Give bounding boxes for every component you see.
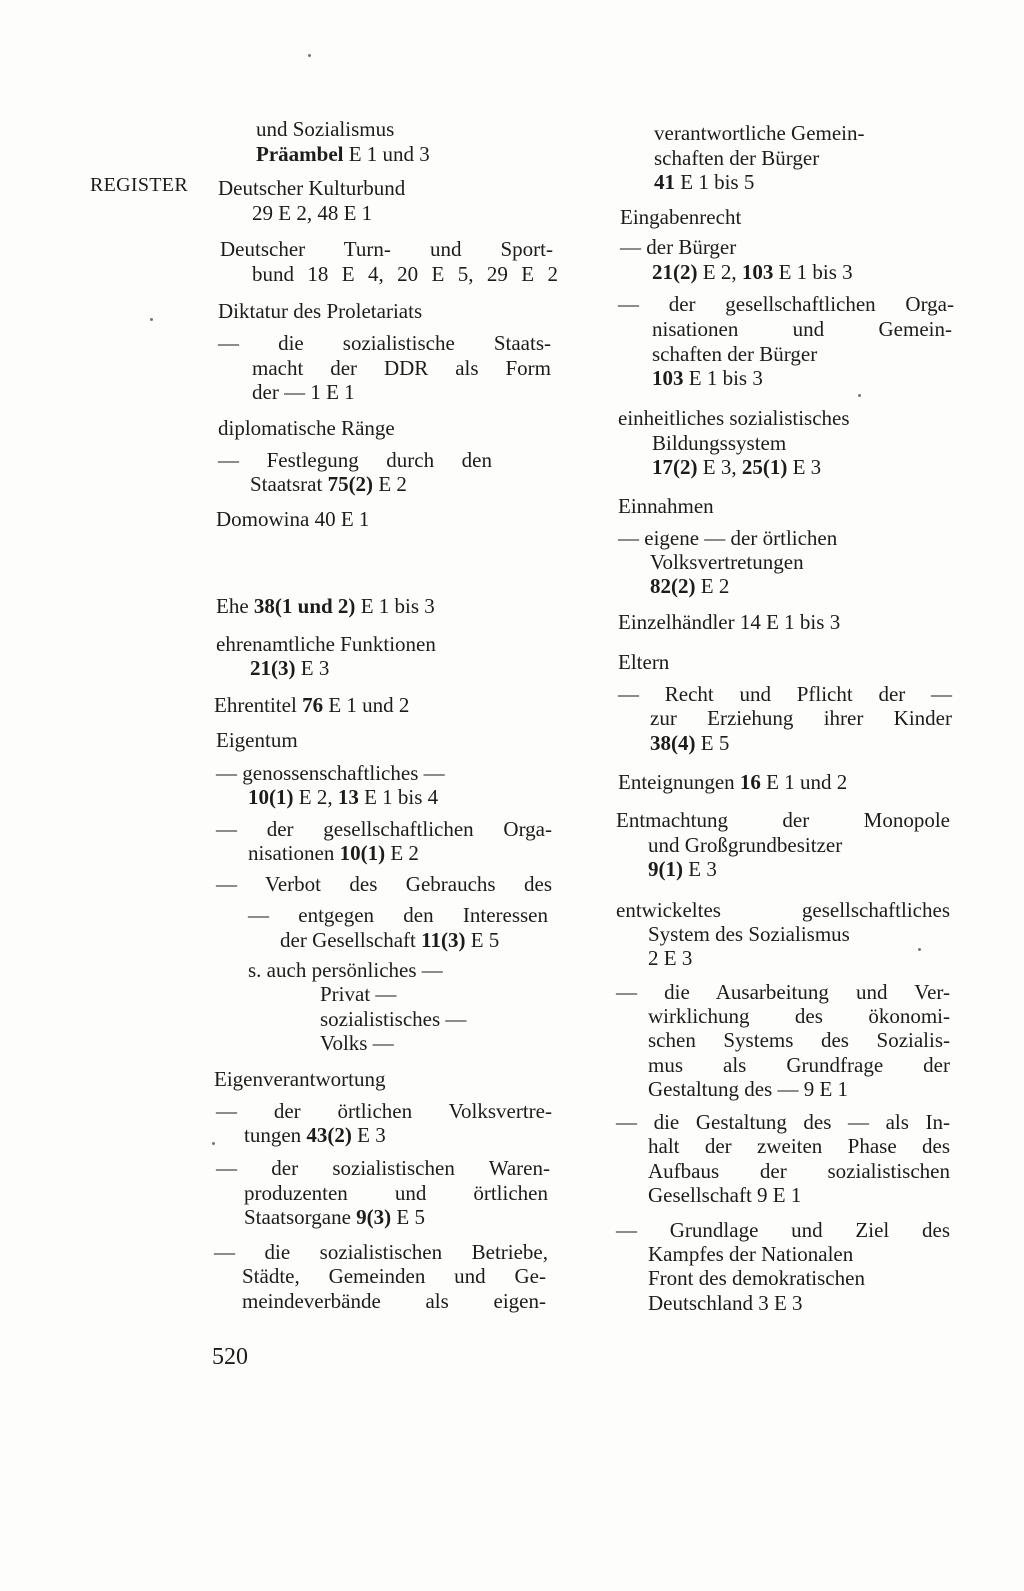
index-line-text: Ehe — [216, 594, 254, 618]
index-line — [648, 1266, 865, 1290]
index-line-text: E 1 bis 3 — [355, 594, 435, 618]
index-line-text: E 1 und 2 — [760, 770, 848, 794]
index-line — [616, 1110, 950, 1134]
index-line-text: E 5 — [465, 928, 500, 952]
index-line — [618, 406, 850, 430]
index-line-text: Eltern — [618, 650, 670, 674]
index-line — [244, 1205, 425, 1229]
index-line — [216, 594, 435, 618]
index-line-text: zur Erziehung ihrer Kinder — [650, 706, 952, 730]
index-line-text: Staatsrat — [250, 472, 328, 496]
index-line-text: Privat — — [320, 982, 397, 1006]
scan-speck — [150, 318, 153, 321]
index-line-text: E 2 — [695, 574, 730, 598]
index-line — [252, 356, 551, 380]
index-line-text: — der gesellschaftlichen Orga- — [618, 292, 954, 316]
index-line — [250, 656, 329, 680]
index-line-text: schen Systems des Sozialis- — [648, 1028, 950, 1052]
scan-speck — [858, 394, 861, 397]
index-line-text: Aufbaus der sozialistischen — [648, 1159, 950, 1183]
index-line — [650, 574, 729, 598]
index-line-text: — die Ausarbeitung und Ver- — [616, 980, 950, 1004]
index-line-text: Diktatur des Proletariats — [218, 299, 423, 323]
index-line — [252, 262, 558, 286]
index-line — [652, 431, 786, 455]
index-line — [216, 761, 445, 785]
index-line — [218, 176, 405, 200]
index-line-text: — der Bürger — [620, 235, 737, 259]
index-line-text: halt der zweiten Phase des — [648, 1134, 950, 1158]
index-line-text: Gestaltung des — 9 E 1 — [648, 1077, 849, 1101]
index-line — [256, 117, 394, 141]
index-line — [654, 146, 819, 170]
article-reference: 38(1 und 2) — [253, 594, 356, 618]
index-line-text: Front des demokratischen — [648, 1266, 865, 1290]
index-line — [320, 1007, 466, 1031]
index-line — [620, 205, 741, 229]
scan-speck — [308, 54, 311, 57]
scan-speck — [212, 1142, 215, 1145]
index-line-text: E 1 und 2 — [323, 693, 410, 717]
index-line-text: schaften der Bürger — [654, 146, 820, 170]
index-line — [616, 808, 950, 832]
index-line — [648, 1134, 950, 1158]
index-line — [648, 1077, 848, 1101]
article-reference: 25(1) — [741, 455, 788, 479]
article-reference: 103 — [741, 260, 774, 284]
index-line-text: meindeverbände als eigen- — [242, 1289, 546, 1313]
index-line-text: E 2 — [385, 841, 419, 865]
index-line-text: Einnahmen — [618, 494, 714, 518]
index-line-text: s. auch persönliches — — [248, 958, 443, 982]
index-line — [652, 455, 821, 479]
index-line-text: verantwortliche Gemein- — [654, 121, 865, 145]
index-line — [214, 1067, 385, 1091]
article-reference: 11(3) — [421, 928, 466, 952]
index-line — [216, 872, 552, 896]
index-line — [650, 731, 729, 755]
index-line — [218, 299, 422, 323]
index-line-text: E 2, — [293, 785, 338, 809]
index-line-text: E 3 — [787, 455, 822, 479]
index-line-text: E 5 — [695, 731, 730, 755]
index-line — [242, 1264, 546, 1288]
index-line — [648, 1053, 950, 1077]
index-line-text: E 3 — [295, 656, 330, 680]
index-line-text: — genossenschaftliches — — [216, 761, 445, 785]
index-line-text: — die Gestaltung des — als In- — [616, 1110, 950, 1134]
index-line — [648, 1004, 950, 1028]
index-line — [256, 142, 430, 166]
index-line-text: diplomatische Ränge — [218, 416, 395, 440]
article-reference: 21(2) — [652, 260, 698, 284]
index-line — [242, 1289, 546, 1313]
index-line — [618, 650, 669, 674]
index-line-text: E 3 — [683, 857, 717, 881]
index-line — [216, 507, 369, 531]
index-line-text: mus als Grundfrage der — [648, 1053, 950, 1077]
index-line-text: Volks — — [320, 1031, 394, 1055]
index-line — [654, 170, 754, 194]
index-line-text: 29 E 2, 48 E 1 — [252, 201, 373, 225]
article-reference: Präambel — [256, 142, 344, 166]
index-line-text: bund 18 E 4, 20 E 5, 29 E 2 — [252, 262, 558, 286]
page-number: 520 — [212, 1344, 248, 1370]
index-line — [320, 1031, 394, 1055]
article-reference: 21(3) — [250, 656, 296, 680]
index-line-text: — die sozialistische Staats- — [218, 331, 551, 355]
index-line — [648, 857, 717, 881]
index-line-text: Städte, Gemeinden und Ge- — [242, 1264, 546, 1288]
index-line-text: einheitliches sozialistisches — [618, 406, 850, 430]
article-reference: 76 — [302, 693, 324, 717]
index-line-text: Volksvertretungen — [650, 550, 804, 574]
index-line — [652, 342, 817, 366]
article-reference: 10(1) — [339, 841, 386, 865]
index-line-text: Deutschland 3 E 3 — [648, 1291, 803, 1315]
index-line-text: sozialistisches — — [320, 1007, 467, 1031]
index-line — [216, 817, 552, 841]
index-line — [648, 1183, 801, 1207]
margin-label: REGISTER — [90, 174, 188, 196]
index-line — [648, 922, 850, 946]
index-line — [244, 1123, 386, 1147]
article-reference: 10(1) — [248, 785, 294, 809]
index-line — [652, 366, 763, 390]
index-line-text: Eigentum — [216, 728, 298, 752]
index-line-text: — entgegen den Interessen — [248, 903, 548, 927]
index-line — [620, 235, 736, 259]
index-line-text: Einzelhändler 14 E 1 bis 3 — [618, 610, 841, 634]
index-line-text: entwickeltes gesellschaftliches — [616, 898, 950, 922]
index-line — [218, 416, 395, 440]
article-reference: 38(4) — [650, 731, 696, 755]
index-line-text: System des Sozialismus — [648, 922, 850, 946]
article-reference: 75(2) — [327, 472, 374, 496]
index-line-text: E 1 bis 3 — [683, 366, 763, 390]
index-line — [648, 946, 692, 970]
index-line-text: ehrenamtliche Funktionen — [216, 632, 436, 656]
index-line-text: der — 1 E 1 — [252, 380, 355, 404]
index-line-text: Deutscher Turn- und Sport- — [220, 237, 553, 261]
index-line — [220, 237, 553, 261]
index-line — [618, 682, 952, 706]
index-line-text: — der örtlichen Volksvertre- — [216, 1099, 552, 1123]
index-line — [618, 770, 847, 794]
index-line — [248, 903, 548, 927]
index-line-text: schaften der Bürger — [652, 342, 818, 366]
index-line — [616, 898, 950, 922]
index-line — [216, 1099, 552, 1123]
index-line-text: E 3, — [697, 455, 742, 479]
index-line-text: E 1 bis 4 — [358, 785, 439, 809]
index-line — [654, 121, 865, 145]
index-line-text: E 5 — [391, 1205, 425, 1229]
index-line — [252, 380, 355, 404]
article-reference: 13 — [337, 785, 359, 809]
index-line — [248, 958, 443, 982]
index-line — [652, 317, 952, 341]
index-line-text: — Verbot des Gebrauchs des — [216, 872, 552, 896]
article-reference: 9(1) — [648, 857, 683, 881]
index-line-text: Bildungssystem — [652, 431, 787, 455]
index-line-text: E 1 bis 3 — [773, 260, 853, 284]
index-line — [648, 833, 842, 857]
index-line — [650, 550, 804, 574]
index-line-text: Entmachtung der Monopole — [616, 808, 950, 832]
index-line — [244, 1181, 548, 1205]
index-line-text: — die sozialistischen Betriebe, — [214, 1240, 548, 1264]
index-line — [616, 980, 950, 1004]
index-line — [648, 1242, 853, 1266]
index-line — [648, 1028, 950, 1052]
index-line-text: E 1 bis 5 — [675, 170, 755, 194]
index-line — [250, 472, 407, 496]
index-line-text: E 1 und 3 — [343, 142, 430, 166]
index-line — [618, 610, 840, 634]
index-line-text: Deutscher Kulturbund — [218, 176, 406, 200]
index-line-text: nisationen und Gemein- — [652, 317, 952, 341]
index-line-text: wirklichung des ökonomi- — [648, 1004, 950, 1028]
index-line-text: macht der DDR als Form — [252, 356, 551, 380]
index-line — [652, 260, 853, 284]
index-line-text: produzenten und örtlichen — [244, 1181, 548, 1205]
index-line — [216, 1156, 550, 1180]
index-line-text: tungen — [244, 1123, 307, 1147]
article-reference: 41 — [654, 170, 675, 194]
index-line-text: — Festlegung durch den — [218, 448, 492, 472]
index-line — [252, 201, 372, 225]
index-line — [218, 448, 492, 472]
index-line — [216, 728, 298, 752]
article-reference: 17(2) — [652, 455, 698, 479]
index-line-text: — Grundlage und Ziel des — [616, 1218, 950, 1242]
index-line-text: Domowina 40 E 1 — [216, 507, 370, 531]
article-reference: 82(2) — [650, 574, 696, 598]
index-line — [248, 785, 438, 809]
index-line — [618, 494, 714, 518]
index-line-text: Eigenverantwortung — [214, 1067, 386, 1091]
index-line-text: Kampfes der Nationalen — [648, 1242, 854, 1266]
index-line-text: — der gesellschaftlichen Orga- — [216, 817, 552, 841]
article-reference: 43(2) — [306, 1123, 352, 1147]
index-line-text: Eingabenrecht — [620, 205, 742, 229]
article-reference: 9(3) — [356, 1205, 392, 1229]
index-line-text: E 3 — [351, 1123, 386, 1147]
index-line — [280, 928, 499, 952]
index-line-text: — der sozialistischen Waren- — [216, 1156, 550, 1180]
index-line — [214, 1240, 548, 1264]
index-line-text: Gesellschaft 9 E 1 — [648, 1183, 802, 1207]
index-line-text: — Recht und Pflicht der — — [618, 682, 952, 706]
scan-speck — [918, 948, 921, 951]
index-line-text: Ehrentitel — [214, 693, 303, 717]
index-line-text: 2 E 3 — [648, 946, 693, 970]
index-line — [648, 1291, 803, 1315]
index-line-text: E 2, — [697, 260, 742, 284]
index-line — [650, 706, 952, 730]
article-reference: 103 — [652, 366, 684, 390]
index-line-text: E 2 — [373, 472, 407, 496]
index-line-text: Staatsorgane — [244, 1205, 357, 1229]
index-line-text: Enteignungen — [618, 770, 740, 794]
article-reference: 16 — [739, 770, 761, 794]
index-line — [218, 331, 551, 355]
index-line-text: — eigene — der örtlichen — [618, 526, 838, 550]
index-line — [648, 1159, 950, 1183]
index-line — [248, 841, 419, 865]
index-line — [216, 632, 436, 656]
index-line-text: der Gesellschaft — [280, 928, 422, 952]
index-line — [618, 292, 954, 316]
index-line-text: und Großgrundbesitzer — [648, 833, 843, 857]
index-line — [214, 693, 409, 717]
index-line — [618, 526, 837, 550]
index-line — [616, 1218, 950, 1242]
index-line — [320, 982, 396, 1006]
index-line-text: nisationen — [248, 841, 340, 865]
index-line-text: und Sozialismus — [256, 117, 395, 141]
